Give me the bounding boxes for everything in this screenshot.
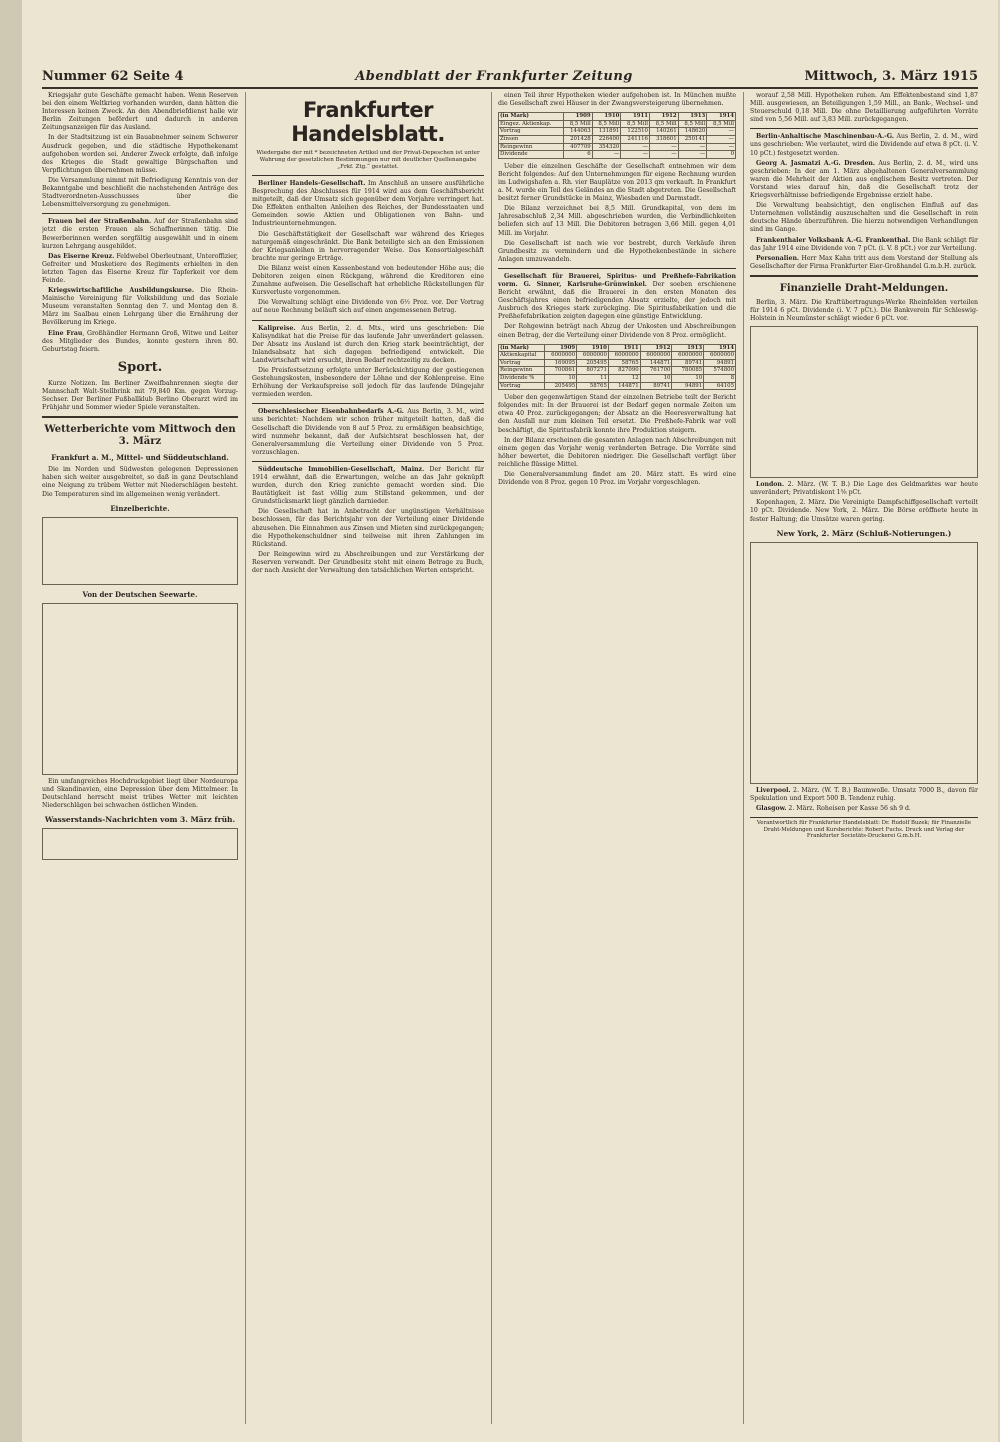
issue-date: Mittwoch, 3. März 1915	[804, 69, 978, 84]
table-cell: 205495	[545, 382, 577, 390]
table-cell: 700861	[545, 367, 577, 375]
finanz-title: Finanzielle Draht-Meldungen.	[779, 282, 949, 294]
table-cell: Aktienkapital	[499, 352, 545, 360]
table-row	[499, 120, 736, 128]
article-liverpool: Liverpool.	[756, 786, 791, 794]
column-rule	[743, 92, 744, 1424]
table-header-cell: (in Mark)	[499, 113, 564, 121]
table-cell: 94891	[672, 382, 704, 390]
table-cell: 8,5 Mill	[592, 120, 621, 128]
wasserstand-table	[42, 828, 238, 860]
table-cell: 6000000	[545, 352, 577, 360]
table-cell: 8	[704, 375, 736, 383]
article-sueddeutsche-immobilien: Süddeutsche Immobilien-Gesellschaft, Mainz.	[258, 465, 425, 473]
table-header-cell: 1910	[592, 113, 621, 121]
table-cell: Zinsen	[499, 135, 564, 143]
table-header-cell: 1912	[640, 344, 672, 352]
weather-subtitle: Frankfurt a. M., Mittel- und Süddeutschland.	[51, 453, 229, 463]
table-cell: 144871	[608, 382, 640, 390]
handelsblatt-title: Frankfurter Handelsblatt.	[291, 98, 445, 146]
table-cell: 250141	[678, 135, 707, 143]
table-cell: 827090	[608, 367, 640, 375]
table-cell: 89741	[640, 382, 672, 390]
table-cell: Reingewinn	[499, 367, 545, 375]
table-cell: 58765	[577, 382, 609, 390]
table-cell: 8,5 Mill	[649, 120, 678, 128]
table-cell: 148620	[678, 128, 707, 136]
table-cell: 201428	[564, 135, 593, 143]
table-cell: —	[707, 135, 736, 143]
table-cell: 6000000	[640, 352, 672, 360]
sport-title: Sport.	[117, 359, 163, 375]
table-header-cell: 1909	[564, 113, 593, 121]
article-berlin-anhaltische: Berlin-Anhaltische Maschinenbau-A.-G.	[756, 133, 894, 141]
table-cell: 140261	[649, 128, 678, 136]
article-berliner-handels: Berliner Handels-Gesellschaft.	[258, 180, 366, 187]
masthead	[42, 58, 978, 89]
seewarte-title: Von der Deutschen Seewarte.	[82, 589, 198, 599]
table-cell: 807271	[577, 367, 609, 375]
table-cell: 6000000	[704, 352, 736, 360]
kurs-table	[750, 326, 978, 478]
table-row	[499, 359, 736, 367]
table-cell: 761700	[640, 367, 672, 375]
table-cell: Vortrag	[499, 359, 545, 367]
table-row	[499, 382, 736, 390]
table-header-cell: 1914	[704, 344, 736, 352]
table-cell: Dividende	[499, 151, 564, 159]
article-brauerei: Gesellschaft für Brauerei, Spiritus- und Preßhefe-Fabrikation vorm. G. Sinner, Karlsruhe-Grünwinkel.	[498, 272, 736, 288]
table-header-cell: 1913	[678, 113, 707, 121]
table-cell: —	[707, 143, 736, 151]
table-cell: —	[678, 151, 707, 159]
table-row	[499, 143, 736, 151]
table-cell: 241116	[621, 135, 650, 143]
table-cell: 8,5 Mill	[621, 120, 650, 128]
table-cell: 144871	[640, 359, 672, 367]
table-cell: 122510	[621, 128, 650, 136]
newspaper-page	[22, 0, 998, 1442]
table-header-cell: (in Mark)	[499, 344, 545, 352]
table-row	[499, 151, 736, 159]
table-cell: Vortrag	[499, 128, 564, 136]
weather-table	[42, 517, 238, 585]
wasserstand-title: Wasserstands-Nachrichten vom 3. März früh.	[44, 815, 236, 825]
handelsblatt-note: Wiedergabe der mit * bezeichneten Artikel und der Privat-Depeschen ist unter Wahrung der gesetzlichen Bestimmungen nur mit deutlicher Quellenangabe „Frkf. Ztg.“ gestattet.	[256, 150, 480, 170]
table-cell: Reingewinn	[499, 143, 564, 151]
article-frankenthaler: Frankenthaler Volksbank A.-G. Frankenthal.	[756, 236, 911, 244]
table-cell: 8,5 Mill	[678, 120, 707, 128]
table-cell: Dividende %	[499, 375, 545, 383]
table-cell: —	[592, 151, 621, 159]
table-cell: —	[649, 143, 678, 151]
table-row	[499, 135, 736, 143]
table-cell: 574800	[704, 367, 736, 375]
table-cell: 6000000	[608, 352, 640, 360]
table-cell: 205495	[577, 359, 609, 367]
table-cell: 318601	[649, 135, 678, 143]
column-rule	[245, 92, 246, 1424]
table-header-cell: 1910	[577, 344, 609, 352]
table-cell: 89741	[672, 359, 704, 367]
article-oberschlesischer: Oberschlesischer Eisenbahnbedarfs A.-G.	[258, 408, 404, 416]
column-1: Kriegsjahr gute Geschäfte gemacht haben. Wenn Reserven bei den einem Weltkrieg vorhanden wurden, dann hätten die Interessen keinen Zweck. An den Abendbriefdienst halle wir Berlin Zeitungen befördert und dadurch in anderen Zeitungsanzeigen für das Ausland. In der Stadtsitzung ist ein Bauabnehmer seinem Schwerer Ausdruck gegeben, und die städtische Hypothekenamt aufgehoben worden sei. Anderer Zweck erfolgte, daß infolge des Krieges die Stadt gewaltige Bürgschaften und Verpflichtungen übernehmen müsse. Die Versammlung nimmt mit Befriedigung Kenntnis von der Bekanntgabe und beschließt die nachstehenden Anträge des Stadtverordneten-Ausschusses über die Lebensmittelversorgung zu genehmigen. Frauen bei der Straßenbahn. Auf der Straßenbahn sind jetzt die ersten Frauen als Schaffnerinnen tätig. Die Bewerberinnen werden sorgfältig ausgewählt und in einem kurzen Lehrgang ausgebildet. Das Eiserne Kreuz. Feldwebel Oberleutnant, Unteroffizier, Gefreiter und Musketiere des Regiments erhielten in den letzten Tagen das Eiserne Kreuz für Tapferkeit vor dem Feinde. Kriegswirtschaftliche Ausbildungskurse. Die Rhein-Mainische Vereinigung für Volksbildung und das Soziale Museum veranstalten Sonntag den 7. und Montag den 8. März im Saalbau einen Lehrgang über die Ernährung der Bevölkerung im Kriege. Eine Frau, Großhändler Hermann Groß, Witwe und Leiter des Mitglieder des Bundes, konnte gestern ihren 80. Geburtstag feiern. Sport. Kurze Notizen. Im Berliner Zweifbahnrennen siegte der Mannschaft Walt-Stellbrink mit 79,840 Km. gegen Vorzug-Sechser. Der Berliner Fußballklub Berlino Oberarzt wird im Frühjahr und Sommer wieder Spiele veranstalten. Wetterberichte vom Mittwoch den 3. März Frankfurt a. M., Mittel- und Süddeutschland. Die im Norden und Südwesten gelegenen Depressionen haben sich weiter ausgebreitet, so daß in ganz Deutschland eine Neigung zu trübem Wetter mit Niederschlägen besteht. Die Temperaturen sind im allgemeinen wenig verändert. Einzelberichte. Von der Deutschen Seewarte. Ein umfangreiches Hochdruckgebiet liegt über Nordeuropa und Skandinavien, eine Depression über dem Mittelmeer. In Deutschland herrscht meist trübes Wetter mit leichten Niederschlägen bei schwachen östlichen Winden. Wasserstands-Nachrichten vom 3. März früh.	[42, 92, 238, 1424]
table-cell: 407709	[564, 143, 593, 151]
table-cell: 12	[608, 375, 640, 383]
weather-title: Wetterberichte vom Mittwoch den 3. März	[44, 424, 236, 448]
column-2: Frankfurter Handelsblatt. Wiedergabe der mit * bezeichneten Artikel und der Privat-Depeschen ist unter Wahrung der gesetzlichen Bestimmungen nur mit deutlicher Quellenangabe „Frkf. Ztg.“ gestattet. Berliner Handels-Gesellschaft. Im Anschluß an unsere ausführliche Besprechung des Abschlusses für 1914 wird aus dem Geschäftsbericht mitgeteilt, daß der Umsatz sich gegenüber dem Vorjahre verringert hat. Die Effekten enthalten Anleihen des Reiches, der Bundesstaaten und Gemeinden sowie Aktien und Obligationen von Bahn- und Industrieunternehmungen. Die Geschäftstätigkeit der Gesellschaft war während des Krieges naturgemäß eingeschränkt. Die Bank beteiligte sich an den Emissionen der Kriegsanleihen in hervorragender Weise. Das Konsortialgeschäft brachte nur geringe Erträge. Die Bilanz weist einen Kassenbestand von bedeutender Höhe aus; die Debitoren zeigen einen Rückgang, während die Kreditoren eine Zunahme aufweisen. Die Gesellschaft hat erhebliche Rückstellungen für Kursverluste vorgenommen. Die Verwaltung schlägt eine Dividende von 6½ Proz. vor. Der Vortrag auf neue Rechnung beläuft sich auf einen angemessenen Betrag. Kalipreise. Aus Berlin, 2. d. Mts., wird uns geschrieben: Die Kalisyndikat hat die Preise für das laufende Jahr unverändert gelassen. Der Absatz ins Ausland ist durch den Krieg stark beeinträchtigt, der Inlandsabsatz hat sich dagegen befriedigend entwickelt. Die Landwirtschaft wird ersucht, ihren Bedarf rechtzeitig zu decken. Die Preisfestsetzung erfolgte unter Berücksichtigung der gestiegenen Gestehungskosten, insbesondere der Löhne und der Kohlenpreise. Eine Erhöhung der Verkaufspreise soll jedoch für das laufende Düngejahr vermieden werden. Oberschlesischer Eisenbahnbedarfs A.-G. Aus Berlin, 3. M., wird uns berichtet: Nachdem wir schon früher mitgeteilt hatten, daß die Gesellschaft die Dividende von 8 auf 5 Proz. zu ermäßigen beabsichtige, wird nunmehr bekannt, daß der Aufsichtsrat beschlossen hat, der Generalversammlung die Verteilung einer Dividende von 5 Proz. vorzuschlagen. Süddeutsche Immobilien-Gesellschaft, Mainz. Der Bericht für 1914 erwähnt, daß die Erwartungen, welche an das Jahr geknüpft wurden, durch den Krieg zunichte gemacht worden sind. Die Bautätigkeit ist fast völlig zum Stillstand gekommen, und der Grundstücksmarkt liegt gänzlich darnieder. Die Gesellschaft hat in Anbetracht der ungünstigen Verhältnisse beschlossen, für das Berichtsjahr von der Verteilung einer Dividende abzusehen. Die Einnahmen aus Zinsen und Mieten sind zurückgegangen; die Hypothekenschuldner sind teilweise mit ihren Zahlungen im Rückstand. Der Reingewinn wird zu Abschreibungen und zur Verstärkung der Reserven verwandt. Der Grundbesitz steht mit einem Betrage zu Buch, der nach Ansicht der Verwaltung den tatsächlichen Werten entspricht.	[252, 98, 484, 575]
table-cell: —	[621, 151, 650, 159]
table-cell: 780085	[672, 367, 704, 375]
newyork-title: New York, 2. März (Schluß-Notierungen.)	[776, 528, 952, 538]
table-cell: —	[678, 143, 707, 151]
table-cell: 10	[640, 375, 672, 383]
column-3: einen Teil ihrer Hypotheken wieder aufgehoben ist. In München mußte die Gesellschaft zwei Häuser in der Zwangsversteigerung übernehmen. (in Mark) 1909 1910 1911 1912 1913 1914 Eingez. Aktienkap. 8,5 Mill 8,5 Mill 8,5 Mill 8,5 Mill 8,5 Mill 8,5 Mill Vortrag 144063 131891 122510 140261 148620 — Zinsen 201428 226400 241116 318601 250141 — Reingewinn 407709 354320 — — — — Dividende 6 — — — — 0 Ueber die einzelnen Geschäfte der Gesellschaft entnehmen wir dem Bericht folgendes: Auf den Unternehmungen für eigene Rechnung wurden im Ludwigshafen a. Rh. vier Bauplätze von 2013 qm verkauft. In Frankfurt a. M. wurde ein Teil des Geländes an die Stadt abgetreten. Die Gesellschaft besitzt ferner Grundstücke in Mainz, Wiesbaden und Darmstadt. Die Bilanz verzeichnet bei 8,5 Mill. Grundkapital, von dem im Jahresabschluß 2,34 Mill. abgeschrieben wurden, die Verbindlichkeiten beliefen sich auf 13 Mill. Die Debitoren betragen 3,66 Mill. gegen 4,01 Mill. im Vorjahr. Die Gesellschaft ist nach wie vor bestrebt, durch Verkäufe ihren Grundbesitz zu vermindern und die Hypothekenbestände in sichere Anlagen umzuwandeln. Gesellschaft für Brauerei, Spiritus- und Preßhefe-Fabrikation vorm. G. Sinner, Karlsruhe-Grünwinkel. Der soeben erschienene Bericht erwähnt, daß die Brauerei in den ersten Monaten des Geschäftsjahres einen befriedigenden Absatz erzielte, der jedoch mit Ausbruch des Krieges stark zurückging. Die Spiritusfabrikation und die Preßhefefabrikation zeigten dagegen eine günstige Entwicklung. Der Rohgewinn beträgt nach Abzug der Unkosten und Abschreibungen einen Betrag, der die Verteilung einer Dividende von 8 Proz. ermöglicht. (in Mark) 1909 1910 1911 1912 1913 1914 Aktienkapital 6000000 6000000 6000000 6000000 6000000 6000000 Vortrag 169095 205495 58765 144871 89741 94891 Reingewinn 700861 807271 827090 761700 780085 574800 Dividende % 10 11 12 10 10 8 Vortrag 205495 58765 144871 89741 94891 64105 Ueber den gegenwärtigen Stand der einzelnen Betriebe teilt der Bericht folgendes mit: In der Brauerei ist der Bedarf gegen normale Zeiten um etwa 40 Proz. zurückgegangen; der Absatz an die Heeresverwaltung hat den Ausfall nur zum kleinen Teil ersetzt. Die Preßhefe-Fabrik war voll beschäftigt, die Spiritusfabrik konnte ihre Produktion steigern. In der Bilanz erscheinen die gesamten Anlagen nach Abschreibungen mit einem gegen das Vorjahr wenig veränderten Betrage. Die Vorräte sind höher bewertet, die Debitoren niedriger. Die Gesellschaft verfügt über reichliche flüssige Mittel. Die Generalversammlung findet am 20. März statt. Es wird eine Dividende von 8 Proz. gegen 10 Proz. im Vorjahr vorgeschlagen.	[498, 92, 736, 487]
table-header-cell: 1914	[707, 113, 736, 121]
table-cell: 144063	[564, 128, 593, 136]
table-cell: 8,5 Mill	[707, 120, 736, 128]
table-cell: —	[621, 143, 650, 151]
table-cell: 131891	[592, 128, 621, 136]
table-cell: —	[707, 128, 736, 136]
column-4: worauf 2,58 Mill. Hypotheken ruhen. Am Effektenbestand sind 1,87 Mill. ausgewiesen, an Beteiligungen 1,59 Mill., an Bank-, Wechsel- und Steuerschuld 0,18 Mill. Die ohne Detaillierung aufgeführten Vorräte sind von 5,56 Mill. auf 3,83 Mill. zurückgegangen. Berlin-Anhaltische Maschinenbau-A.-G. Aus Berlin, 2. d. M., wird uns geschrieben: Wie verlautet, wird die Dividende auf etwa 8 pCt. (i. V. 10 pCt.) festgesetzt werden. Georg A. Jasmatzi A.-G. Dresden. Aus Berlin, 2. d. M., wird uns geschrieben: In der am 1. März abgehaltenen Generalversammlung waren die Mehrheit der Aktien aus englischem Besitz vertreten. Der Vorstand wies darauf hin, daß die Gesellschaft trotz der Kriegsverhältnisse befriedigende Ergebnisse erzielt habe. Die Verwaltung beabsichtigt, den englischen Einfluß auf das Unternehmen vollständig auszuschalten und die Gesellschaft in rein deutsche Hände überzuführen. Die hierzu notwendigen Verhandlungen sind im Gange. Frankenthaler Volksbank A.-G. Frankenthal. Die Bank schlägt für das Jahr 1914 eine Dividende von 7 pCt. (i. V. 8 pCt.) vor zur Verteilung. Personalien. Herr Max Kahn tritt aus dem Vorstand der Stellung als Gesellschafter der Firma Frankfurter Eier-Großhandel G.m.b.H. zurück. Finanzielle Draht-Meldungen. Berlin, 3. März. Die Kraftübertragungs-Werke Rheinfelden verteilen für 1914 6 pCt. Dividende (i. V. 7 pCt.). Die Bankverein für Schleswig-Holstein in Neumünster schlägt wieder 6 pCt. vor. London. 2. März. (W. T. B.) Die Lage des Geldmarktes war heute unverändert; Privatdiskont 1⅝ pCt. Kopenhagen, 2. März. Die Vereinigte Dampfschiffgesellschaft verteilt 10 pCt. Dividende. New York, 2. März. Die Börse eröffnete heute in fester Haltung; die Umsätze waren gering. New York, 2. März (Schluß-Notierungen.) Liverpool. 2. März. (W. T. B.) Baumwolle. Umsatz 7000 B., davon für Spekulation und Export 500 B. Tendenz ruhig. Glasgow. 2. März. Roheisen per Kasse 56 sh 9 d. Verantwortlich für Frankfurter Handelsblatt: Dr. Rudolf Buzek; für Finanzielle Draht-Meldungen und Kursberichte: Robert Fuchs. Druck und Verlag der Frankfurter Societäts-Druckerei G.m.b.H.	[750, 92, 978, 840]
article-glasgow: Glasgow.	[756, 804, 787, 812]
table-cell: 10	[672, 375, 704, 383]
table-cell: 8,5 Mill	[564, 120, 593, 128]
table-cell: 0	[707, 151, 736, 159]
table-cell: 6000000	[577, 352, 609, 360]
table-header-cell: 1911	[621, 113, 650, 121]
table-cell: 169095	[545, 359, 577, 367]
table-cell: 94891	[704, 359, 736, 367]
table-cell: 10	[545, 375, 577, 383]
table-header-cell: 1913	[672, 344, 704, 352]
article-personalien: Personalien.	[756, 254, 800, 262]
table-cell: 58765	[608, 359, 640, 367]
table-row	[499, 128, 736, 136]
article-georg-jasmatzi: Georg A. Jasmatzi A.-G. Dresden.	[756, 159, 876, 167]
book-binding	[0, 0, 23, 1442]
immobilien-table	[498, 112, 736, 159]
table-cell: 6000000	[672, 352, 704, 360]
table-cell: 354320	[592, 143, 621, 151]
table-header-cell: 1911	[608, 344, 640, 352]
page-footer: Verantwortlich für Frankfurter Handelsblatt: Dr. Rudolf Buzek; für Finanzielle Draht-Meldungen und Kursberichte: Robert Fuchs. Druck und Verlag der Frankfurter Societäts-Druckerei G.m.b.H.	[750, 817, 978, 840]
table-cell: 226400	[592, 135, 621, 143]
table-row	[499, 352, 736, 360]
table-row	[499, 367, 736, 375]
table-cell: Vortrag	[499, 382, 545, 390]
table-cell: —	[649, 151, 678, 159]
table-cell: 6	[564, 151, 593, 159]
table-cell: Eingez. Aktienkap.	[499, 120, 564, 128]
einzelberichte-title: Einzelberichte.	[110, 503, 170, 513]
page-number: Nummer 62 Seite 4	[42, 69, 184, 84]
column-rule	[491, 92, 492, 1424]
article-london: London.	[756, 481, 785, 489]
seewarte-table	[42, 603, 238, 775]
table-header-cell: 1909	[545, 344, 577, 352]
table-cell: 11	[577, 375, 609, 383]
table-cell: 64105	[704, 382, 736, 390]
table-row	[499, 375, 736, 383]
newyork-table	[750, 542, 978, 784]
article-kalipreise: Kalipreise.	[258, 324, 296, 332]
newspaper-title: Abendblatt der Frankfurter Zeitung	[355, 69, 633, 84]
brauerei-table	[498, 344, 736, 391]
table-header-cell: 1912	[649, 113, 678, 121]
